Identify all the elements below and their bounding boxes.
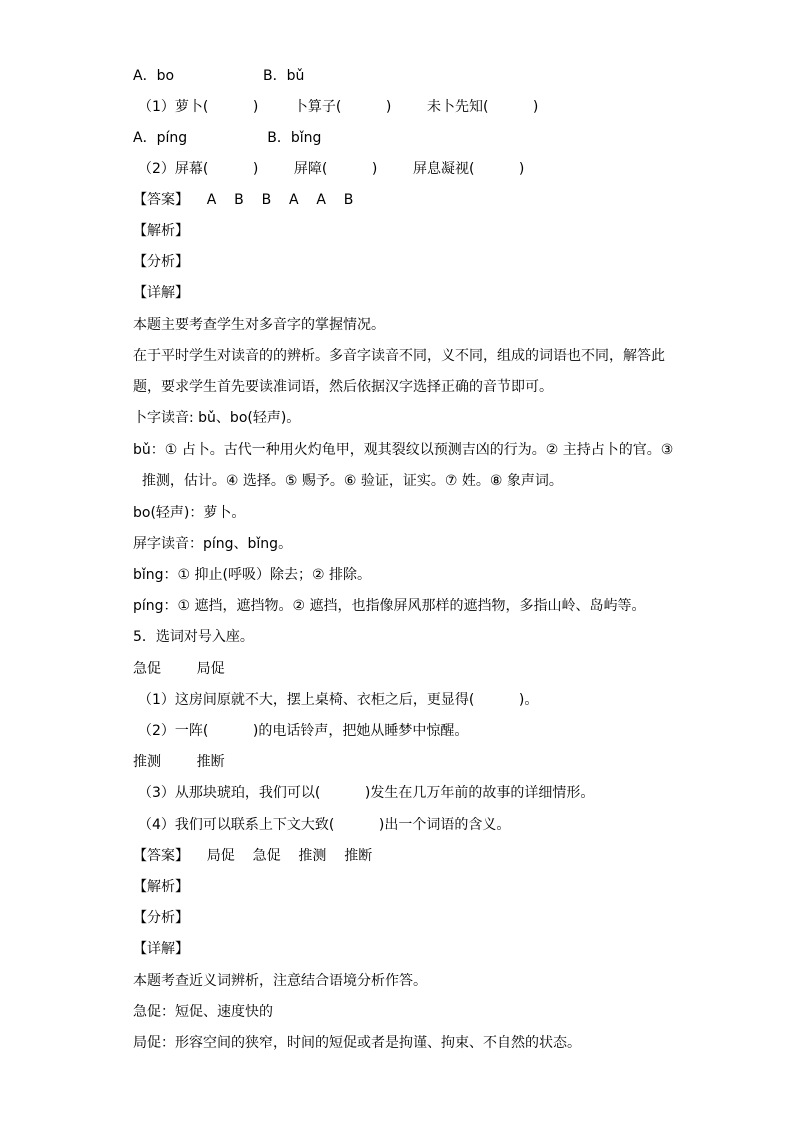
detail-heading: 【详解】 bbox=[133, 941, 189, 957]
question-5-1: （1）这房间原就不大，摆上桌椅、衣柜之后，更显得( )。 bbox=[138, 692, 539, 708]
paragraph-line: bǔ：① 占卜。古代一种用火灼龟甲，观其裂纹以预测吉凶的行为。② 主持占卜的官。③ bbox=[133, 442, 674, 458]
fenxi-heading: 【分析】 bbox=[133, 254, 189, 270]
option-line-ping: A．píng B．bǐng bbox=[133, 130, 322, 146]
paragraph-line: píng：① 遮挡，遮挡物。② 遮挡，也指像屏风那样的遮挡物，多指山岭、岛屿等。 bbox=[133, 598, 646, 614]
paragraph-line: 本题主要考查学生对多音字的掌握情况。 bbox=[133, 317, 385, 333]
analysis-heading: 【解析】 bbox=[133, 223, 189, 239]
question-5-4: （4）我们可以联系上下文大致( )出一个词语的含义。 bbox=[138, 817, 511, 833]
paragraph-line: bo(轻声)：萝卜。 bbox=[133, 505, 246, 521]
paragraph-line: 在于平时学生对读音的的辨析。多音字读音不同，义不同，组成的词语也不同，解答此 bbox=[133, 348, 665, 364]
question-2-line: （2）屏幕( ) 屏障( ) 屏息凝视( ) bbox=[138, 161, 525, 177]
paragraph-line: 卜字读音: bǔ、bo(轻声)。 bbox=[133, 410, 301, 426]
question-5-2: （2）一阵( )的电话铃声，把她从睡梦中惊醒。 bbox=[138, 723, 469, 739]
paragraph-line: 本题考查近义词辨析，注意结合语境分析作答。 bbox=[133, 973, 427, 989]
question-1-line: （1）萝卜( ) 卜算子( ) 未卜先知( ) bbox=[138, 99, 539, 115]
paragraph-line: bǐng：① 抑止(呼吸）除去；② 排除。 bbox=[133, 567, 371, 583]
answer-line: 【答案】 A B B A A B bbox=[133, 192, 354, 208]
word-choices-2: 推测 推断 bbox=[133, 754, 225, 770]
paragraph-line: 局促：形容空间的狭窄，时间的短促或者是拘谨、拘束、不自然的状态。 bbox=[133, 1035, 581, 1051]
question-5-3: （3）从那块琥珀，我们可以( )发生在几万年前的故事的详细情形。 bbox=[138, 785, 595, 801]
analysis-heading: 【解析】 bbox=[133, 879, 189, 895]
option-line-bo: A．bo B．bǔ bbox=[133, 68, 305, 84]
question-5-title: 5．选词对号入座。 bbox=[133, 629, 254, 645]
word-choices-1: 急促 局促 bbox=[133, 661, 225, 677]
paragraph-line: 屏字读音：píng、bǐng。 bbox=[133, 536, 293, 552]
answer-line: 【答案】 局促 急促 推测 推断 bbox=[133, 848, 373, 864]
paragraph-line: 题，要求学生首先要读准词语，然后依据汉字选择正确的音节即可。 bbox=[133, 379, 553, 395]
fenxi-heading: 【分析】 bbox=[133, 910, 189, 926]
paragraph-line: 急促：短促、速度快的 bbox=[133, 1004, 273, 1020]
detail-heading: 【详解】 bbox=[133, 285, 189, 301]
paragraph-line: 推测，估计。④ 选择。⑤ 赐予。⑥ 验证，证实。⑦ 姓。⑧ 象声词。 bbox=[133, 473, 563, 489]
